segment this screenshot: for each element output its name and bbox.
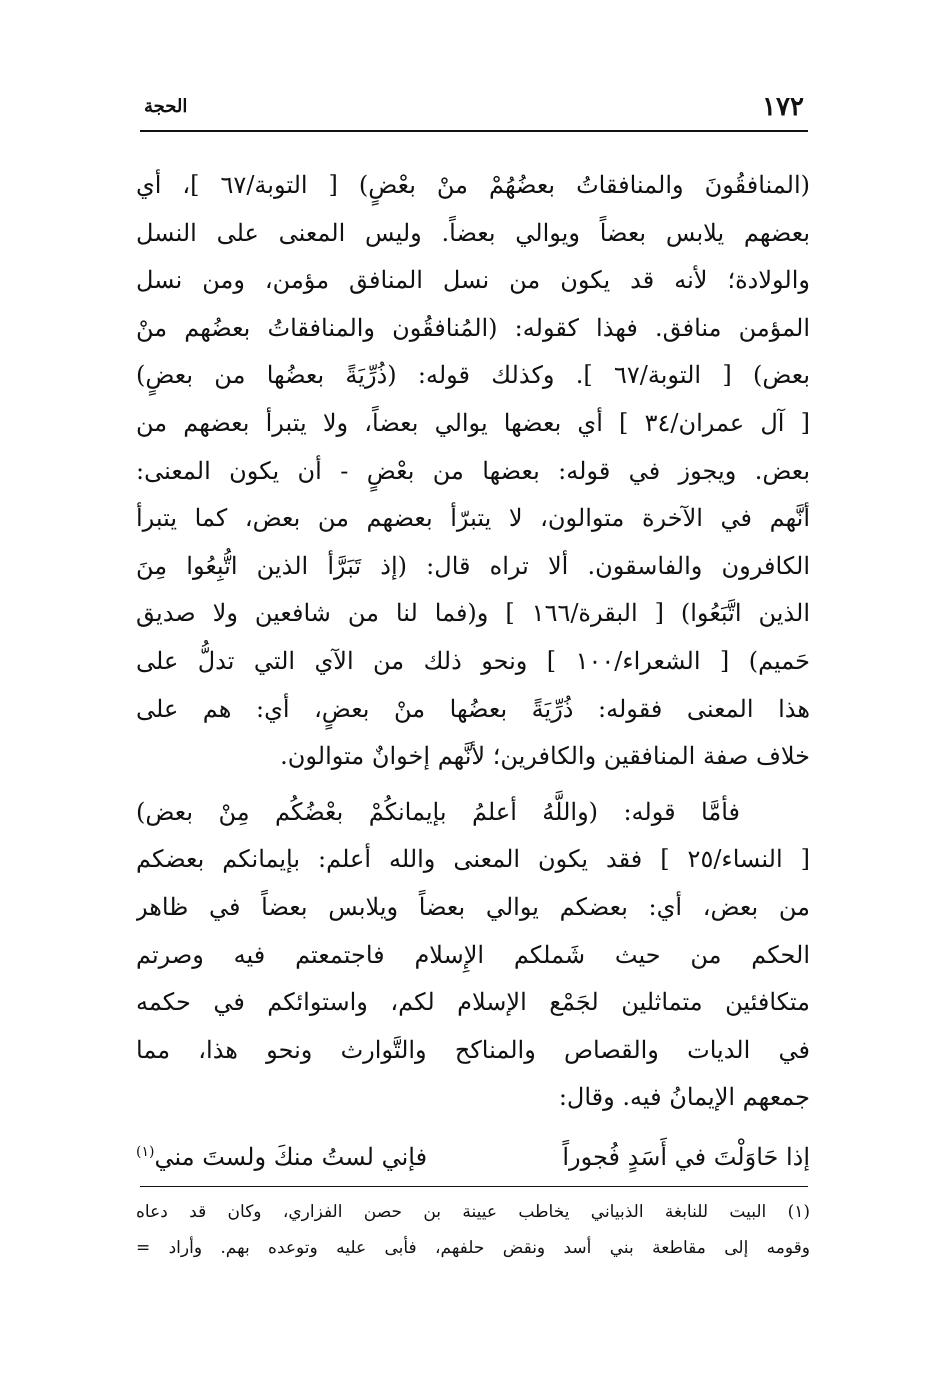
paragraph-1 — [136, 162, 810, 781]
text-line: جمعهم الإيمانُ فيه. وقال: — [558, 1083, 810, 1112]
footnote-marker: (١) — [136, 1144, 155, 1160]
text-line: الحكم من حيث شَملكم الإِسلام فاجتمعتم فيه وصرتم — [136, 940, 810, 969]
paragraph-gap — [136, 781, 810, 789]
text-line: حَميم) [ الشعراء/١٠٠ ] ونحو ذلك من الآي التي تدلُّ على — [136, 646, 810, 675]
text-line: بعض) [ التوبة/٦٧ ]. وكذلك قوله: (ذُرِّيَةً بعضُها من بعضٍ) — [136, 361, 810, 390]
page-number: ١٧٢ — [762, 92, 804, 122]
text-line: والولادة؛ لأنه قد يكون من نسل المنافق مؤمن، ومن نسل — [136, 266, 810, 295]
footnote-line: وقومه إلى مقاطعة بني أسد ونقض حلفهم، فأبى عليه وتوعده بهم. وأراد = — [136, 1238, 810, 1258]
text-line: [ آل عمران/٣٤ ] أي بعضها يوالي بعضاً، ولا يتبرأ بعضهم من — [136, 408, 810, 437]
verse-hemistich-1: إذا حَاوَلْتَ في أَسَدٍ فُجوراً — [562, 1143, 810, 1171]
text-line: بعض. ويجوز في قوله: بعضها من بعْضٍ - أن يكون المعنى: — [136, 456, 810, 485]
text-line: بعضهم يلابس بعضاً ويوالي بعضاً. وليس المعنى على النسل — [136, 218, 810, 247]
text-line: هذا المعنى فقوله: ذُرِّيَةً بعضُها منْ بعضٍ، أي: هم على — [136, 694, 810, 723]
text-line: الكافرون والفاسقون. ألا تراه قال: (إذ تَبَرَّأ الذين اتُّبِعُوا مِنَ — [136, 551, 810, 580]
text-line: المؤمن منافق. فهذا كقوله: (المُنافقُون والمنافقاتُ بعضُهم منْ — [136, 313, 810, 342]
footnote-line: (١) البيت للنابغة الذبياني يخاطب عيينة بن حصن الفزاري، وكان قد دعاه — [136, 1202, 810, 1222]
text-line: خلاف صفة المنافقين والكافرين؛ لأنَّهم إخوانٌ متوالون. — [280, 742, 810, 771]
main-text — [136, 162, 810, 1122]
verse-hemistich-2-text: فإني لستُ منكَ ولستَ مني — [154, 1143, 428, 1171]
page-header — [140, 92, 808, 128]
footnote-rule — [140, 1186, 808, 1187]
header-rule — [140, 130, 808, 132]
footnote — [136, 1194, 810, 1266]
text-line: أنَّهم في الآخرة متوالون، لا يتبرّأ بعضهم من بعض، كما يتبرأ — [136, 504, 810, 533]
paragraph-2 — [136, 789, 810, 1122]
text-line: [ النساء/٢٥ ] فقد يكون المعنى والله أعلم: بإيمانكم بعضكم — [136, 845, 810, 874]
verse-hemistich-2 — [136, 1132, 427, 1182]
running-title: الحجة — [144, 96, 188, 117]
text-line: متكافئين متماثلين لجَمْع الإسلام لكم، واستوائكم في حكمه — [136, 988, 810, 1017]
text-line: الذين اتَّبَعُوا) [ البقرة/١٦٦ ] و(فما لنا من شافعين ولا صديق — [136, 599, 810, 628]
poetry-verse — [136, 1132, 810, 1182]
text-line: من بعض، أي: بعضكم يوالي بعضاً ويلابس بعضاً في ظاهر — [136, 892, 810, 921]
text-line: فأمَّا قوله: (واللَّهُ أعلمُ بإيمانكُمْ بعْضُكُم مِنْ بعض) — [136, 797, 740, 826]
text-line: في الديات والقصاص والمناكح والتَّوارث ونحو هذا، مما — [136, 1035, 810, 1064]
text-line: (المنافقُونَ والمنافقاتُ بعضُهُمْ منْ بعْضٍ) [ التوبة/٦٧ ]، أي — [136, 171, 810, 199]
